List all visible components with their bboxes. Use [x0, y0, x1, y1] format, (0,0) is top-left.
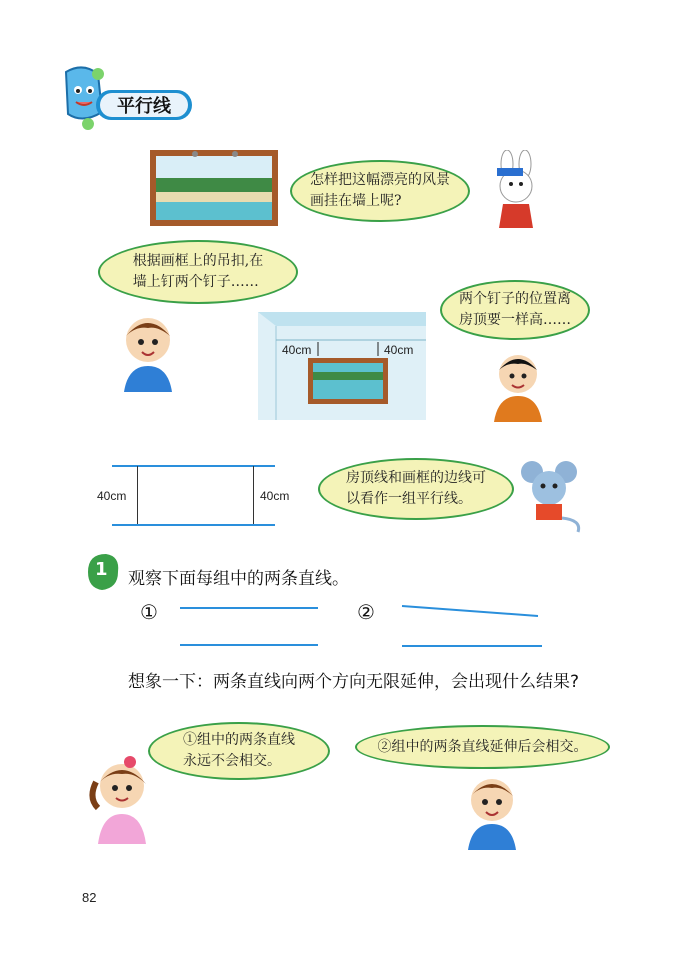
wall-diagram [258, 312, 426, 420]
speech-bubble-mouse [318, 458, 514, 520]
group2-label: ② [357, 600, 375, 624]
right-distance-line [253, 466, 254, 524]
wall-right-label: 40cm [384, 343, 414, 357]
speech-bubble-girl [148, 722, 330, 780]
framed-picture [150, 150, 278, 226]
group1-label: ① [140, 600, 158, 624]
bubble-text-boy2: 两个钉子的位置离 房顶要一样高…… [459, 291, 571, 328]
boy-character-icon [118, 310, 178, 392]
group2-line-top [402, 606, 538, 616]
boy3-character-icon [462, 770, 522, 850]
parallel-line-bottom [112, 524, 275, 526]
page-title: 平行线 [100, 93, 188, 117]
lines-left-label: 40cm [97, 489, 127, 503]
page-number: 82 [82, 890, 97, 905]
rabbit-character-icon [485, 150, 545, 230]
bubble-text-boy3: ②组中的两条直线延伸后会相交。 [377, 738, 588, 755]
group1-line-bottom [180, 644, 318, 646]
speech-bubble-boy3 [355, 725, 610, 769]
left-distance-line [137, 466, 138, 524]
girl-character-icon [86, 752, 158, 844]
mouse-character-icon [518, 458, 586, 536]
exercise-instruction: 观察下面每组中的两条直线。 [128, 569, 349, 589]
group1-line-top [180, 607, 318, 609]
bubble-text-mouse: 房顶线和画框的边线可 以看作一组平行线。 [346, 470, 486, 507]
group2-lines [400, 600, 550, 652]
imagine-paragraph: 想象一下：两条直线向两个方向无限延伸，会出现什么结果? [128, 672, 580, 692]
exercise-number: 1 [95, 559, 108, 580]
wall-left-label: 40cm [282, 343, 312, 357]
speech-bubble-boy1 [98, 240, 298, 304]
speech-bubble-boy2 [440, 280, 590, 340]
bubble-text-boy1: 根据画框上的吊扣,在 墙上钉两个钉子…… [132, 253, 264, 290]
bubble-text-rabbit: 怎样把这幅漂亮的风景 画挂在墙上呢? [310, 172, 450, 209]
boy2-character-icon [490, 348, 546, 422]
title-badge [96, 90, 192, 120]
bubble-text-girl: ①组中的两条直线 永远不会相交。 [183, 732, 295, 769]
lines-right-label: 40cm [260, 489, 290, 503]
speech-bubble-rabbit [290, 160, 470, 222]
